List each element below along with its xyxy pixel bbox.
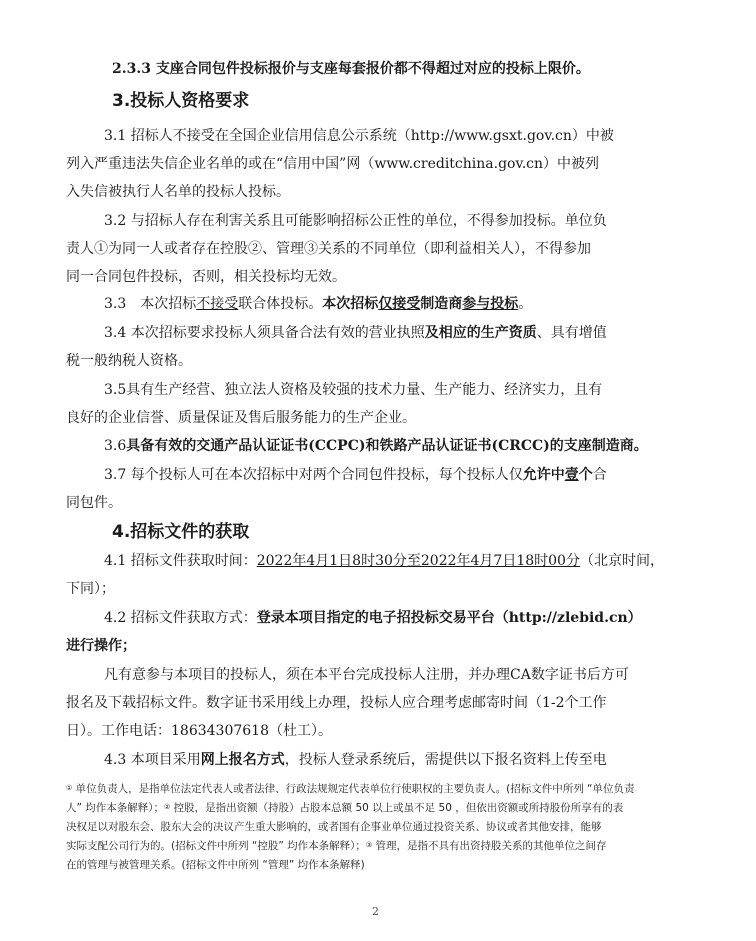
clause-3-6-number: 3.6 [104,438,127,454]
clause-4-3-text-a: 4.3 本项目采用 [104,752,201,768]
clause-3-2-line3: 同一合同包件投标，否则，相关投标均无效。 [66,269,346,285]
clause-3-7-bold-one: 壹 [564,467,579,483]
clause-4-3-bold-online: 网上报名方式 [200,752,285,768]
clause-3-7-bold-allow: 允许中 [522,467,565,483]
clause-3-7-line1 [104,465,607,485]
footnote-line1 [66,781,635,797]
footnote-line4 [66,838,607,854]
footnote-marker-3: ③ [365,841,373,849]
registration-para-line1: 凡有意参与本项目的投标人，须在本平台完成投标人注册，并办理CA数字证书后方可 [104,667,629,683]
clause-3-3-bold-d: 本次招标 [322,296,379,312]
clause-3-3-bold-manufacturer: 制造商 [420,296,463,312]
clause-4-2-url: （http://zlebid.cn） [494,610,642,626]
clause-3-3-bold-participate: 参与投标 [462,296,519,312]
footnote-line3: 决权足以对股东会、股东大会的决议产生重大影响的，或者国有企事业单位通过投资关系、协议或者其他安排，能够 [66,821,602,833]
clause-3-3-text-c: 联合体投标。 [238,296,323,312]
clause-3-2-line1: 3.2 与招标人存在利害关系且可能影响招标公正性的单位，不得参加投标。单位负 [104,213,607,229]
clause-3-4-line2: 税一般纳税人资格。 [66,353,192,369]
footnote-marker-2: ② [164,803,171,811]
clause-3-5-line2: 良好的企业信誉、质量保证及售后服务能力的生产企业。 [66,410,416,426]
page-number: 2 [372,905,379,918]
clause-3-3-end: 。 [518,296,533,312]
clause-3-3 [104,294,532,314]
clause-3-2-line2: 责人①为同一人或者存在控股②、管理③关系的不同单位（即利益相关人），不得参加 [66,241,591,257]
registration-para-line2: 报名及下载招标文件。数字证书采用线上办理，投标人应合理考虑邮寄时间（1-2个工作 [66,695,607,711]
clause-3-4-line1 [104,323,607,343]
footnote-1-text: 单位负责人，是指单位法定代表人或者法律、行政法规规定代表单位行使职权的主要负责人。(招标文件中所列 “单位负责 [72,783,635,795]
clause-4-2-line1 [104,608,642,628]
section-heading-4: 4.招标文件的获取 [112,522,250,542]
footnote-3-text: 管理，是指不具有出资持股关系的其他单位之间存 [372,840,607,852]
registration-para-line3: 日）。工作电话：18634307618（杜工）。 [66,723,332,739]
clause-2-3-3: 2.3.3 支座合同包件投标报价与支座每套报价都不得超过对应的投标上限价。 [112,61,590,77]
footnote-2-text: 控股，是指出资额（持股）占股本总额 50 以上或虽不足 50 ，但依出资额或所持股份所享有的表 [170,802,624,814]
clause-3-3-underlined-not-accept: 不接受 [196,296,239,312]
clause-3-4-text-c: 、具有增值 [536,325,607,341]
clause-4-1-line2: 下同）； [66,581,115,597]
footnote-2-text-end: 实际支配公司行为的。(招标文件中所列 “控股” 均作本条解释）； [66,840,366,852]
clause-4-1-text-c: （北京时间， [579,553,664,569]
clause-3-6-bold-certificates: 具备有效的交通产品认证证书(CCPC)和铁路产品认证证书(CRCC)的支座制造商。 [126,438,648,454]
clause-3-4-text-a: 3.4 本次招标要求投标人须具备合法有效的营业执照 [104,325,425,341]
clause-3-3-text-a: 3.3 本次招标 [104,296,197,312]
footnote-1-text-end: 人” 均作本条解释）； [66,802,165,814]
clause-3-1-line1: 3.1 招标人不接受在全国企业信用信息公示系统（http://www.gsxt.gov.cn）中被 [104,128,614,144]
section-heading-3: 3.投标人资格要求 [112,91,250,111]
clause-4-1-text-a: 4.1 招标文件获取时间： [104,553,257,569]
clause-3-1-line3: 入失信被执行人名单的投标人投标。 [66,184,290,200]
clause-3-7-line2: 同包件。 [66,495,122,511]
clause-3-4-bold-qualification: 及相应的生产资质 [424,325,537,341]
clause-3-3-bold-only-accept: 仅接受 [378,296,421,312]
clause-4-3-text-c: ，投标人登录系统后，需提供以下报名资料上传至电 [284,752,607,768]
clause-4-3-line1 [104,750,607,770]
clause-4-2-text-a: 4.2 招标文件获取方式： [104,610,257,626]
clause-3-5-line1: 3.5具有生产经营、独立法人资格及较强的技术力量、生产能力、经济实力，且有 [104,382,603,398]
clause-4-1-date-range: 2022年4月1日8时30分至2022年4月7日18时00分 [256,553,580,569]
footnote-marker-1: ① [66,784,73,792]
clause-4-2-line2: 进行操作； [66,638,136,654]
footnote-line2 [66,800,623,816]
clause-3-7-text-a: 3.7 每个投标人可在本次招标中对两个合同包件投标，每个投标人仅 [104,467,523,483]
clause-4-2-bold-platform: 登录本项目指定的电子招投标交易平台 [256,610,495,626]
footnote-line5: 在的管理与被管理关系。(招标文件中所列 “管理” 均作本条解释) [66,859,365,871]
clause-3-1-line2: 列入严重违法失信企业名单的或在“信用中国”网（www.creditchina.gov.cn）中被列 [66,156,600,172]
clause-3-7-bold-unit: 个 [578,467,593,483]
clause-3-6 [104,436,648,456]
clause-4-1-line1 [104,551,664,571]
clause-3-7-text-e: 合 [592,467,607,483]
